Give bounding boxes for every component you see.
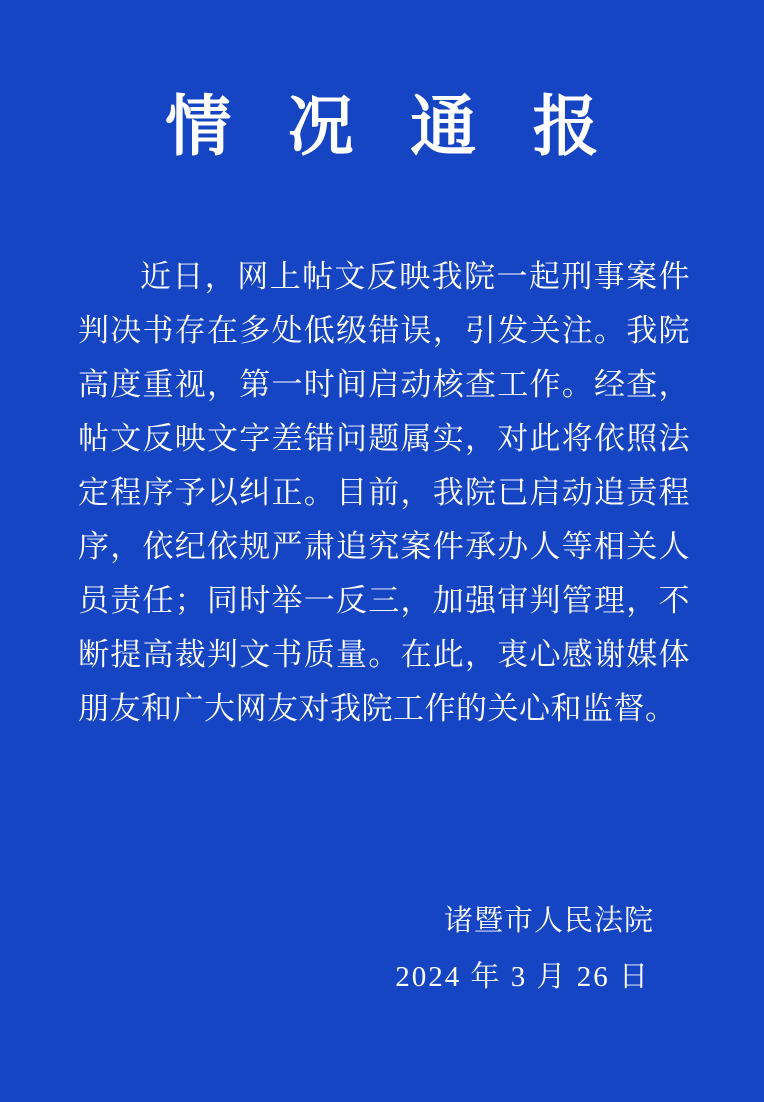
- notice-body-text: 近日，网上帖文反映我院一起刑事案件判决书存在多处低级错误，引发关注。我院高度重视，第一时间启动核查工作。经查，帖文反映文字差错问题属实，对此将依照法定程序予以纠正。目前，我院已启动追责程序，依纪依规严肃追究案件承办人等相关人员责任；同时举一反三，加强审判管理，不断提高裁判文书质量。在此，衷心感谢媒体朋友和广大网友对我院工作的关心和监督。: [78, 259, 690, 726]
- signature-organization: 诸暨市人民法院: [443, 905, 654, 937]
- signature-block: [78, 893, 690, 1005]
- signature-date: 2024 年 3 月 26 日: [395, 961, 650, 993]
- page-title: 情 况 通 报: [165, 91, 619, 164]
